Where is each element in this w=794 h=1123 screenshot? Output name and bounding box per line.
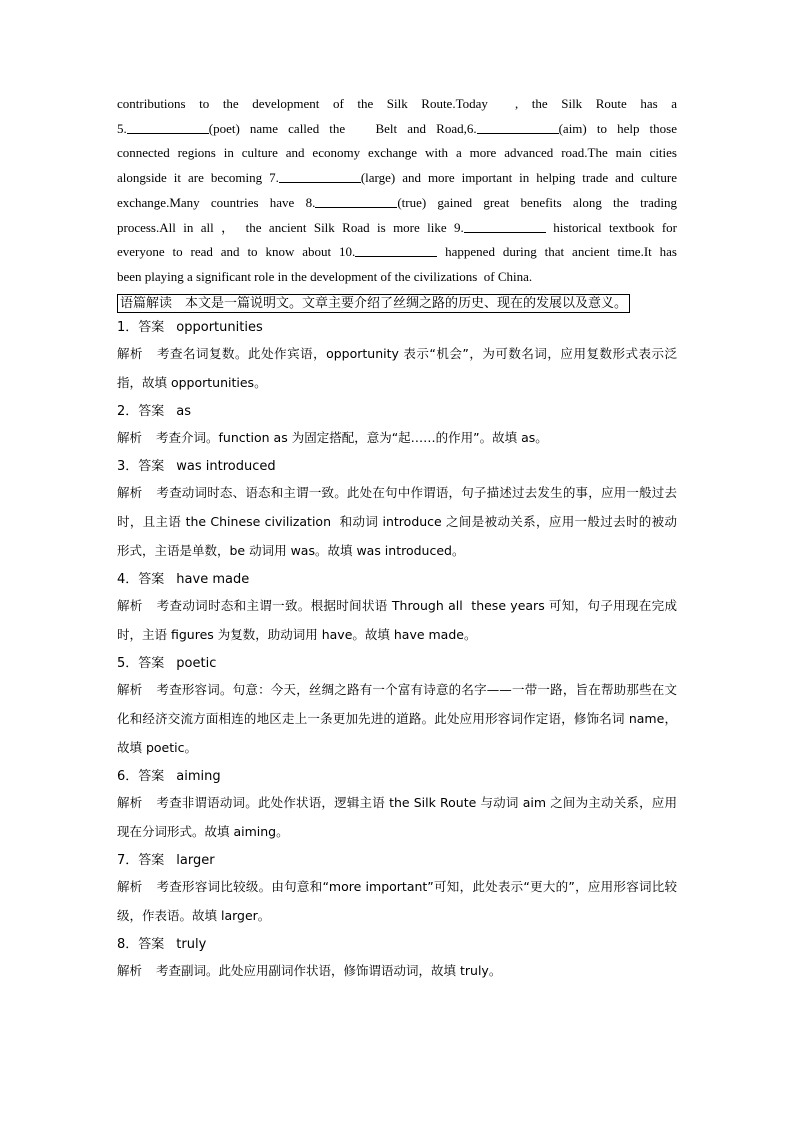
passage-line: everyone to read and to know about 10. happened during that ancient time.It has	[117, 244, 677, 260]
explanation	[117, 788, 677, 846]
explanation	[117, 591, 677, 649]
answer-number: 2．	[117, 403, 139, 419]
explanation-text: 考查动词时态和主谓一致。根据时间状语 Through all these years 可知，句子用现在完成时，主语 figures 为复数，助动词用 have。故填 have made。	[117, 597, 677, 642]
answer-label: 答案	[138, 768, 165, 784]
fill-in-blank	[127, 121, 209, 134]
fill-in-blank	[464, 220, 546, 233]
fill-in-blank	[477, 121, 559, 134]
answer-row	[117, 653, 677, 675]
passage-line: been playing a significant role in the development of the civilizations of China.	[117, 268, 533, 284]
answer-label: 答案	[138, 458, 165, 474]
answer-row	[117, 317, 677, 339]
explanation	[117, 478, 677, 565]
answer-number: 5．	[117, 655, 139, 671]
answer-number: 4．	[117, 571, 139, 587]
answer-value: aiming	[176, 768, 221, 784]
answer-number: 6．	[117, 768, 139, 784]
answer-row	[117, 456, 677, 478]
answer-row	[117, 569, 677, 591]
passage-line: connected regions in culture and economy exchange with a more advanced road.The main cities	[117, 145, 677, 161]
passage-line: contributions to the development of the Silk Route.Today , the Silk Route has a	[117, 96, 677, 111]
answer-row	[117, 934, 677, 956]
answer-label: 答案	[138, 403, 165, 419]
passage-line: alongside it are becoming 7. (large) and more important in helping trade and culture	[117, 170, 677, 186]
passage-line: 5. (poet) name called the Belt and Road,6. (aim) to help those	[117, 120, 677, 136]
answer-number: 3．	[117, 458, 139, 474]
answer-label: 答案	[138, 571, 165, 587]
answer-value: larger	[176, 852, 215, 868]
explanation-label: 解析	[117, 484, 143, 500]
explanation	[117, 956, 677, 985]
answer-value: truly	[176, 936, 207, 952]
explanation	[117, 423, 677, 452]
explanation-label: 解析	[117, 878, 143, 894]
answer-list	[117, 317, 677, 985]
answer-label: 答案	[138, 655, 165, 671]
answer-number: 7．	[117, 852, 139, 868]
passage-paragraph	[117, 92, 677, 290]
explanation-text: 考查副词。此处应用副词作状语，修饰谓语动词，故填 truly。	[156, 962, 502, 978]
explanation-text: 考查形容词比较级。由句意和“more important”可知，此处表示“更大的”，应用形容词比较级，作表语。故填 larger。	[117, 878, 677, 923]
document-page	[117, 92, 677, 985]
answer-value: opportunities	[176, 319, 263, 335]
answer-value: as	[176, 403, 192, 419]
passage	[117, 92, 677, 290]
passage-line: process.All in all ， the ancient Silk Road is more like 9. historical textbook for	[117, 219, 678, 235]
explanation	[117, 675, 677, 762]
answer-label: 答案	[138, 319, 165, 335]
fill-in-blank	[315, 195, 397, 208]
explanation-label: 解析	[117, 681, 143, 697]
answer-value: poetic	[176, 655, 217, 671]
explanation-text: 考查动词时态、语态和主谓一致。此处在句中作谓语，句子描述过去发生的事，应用一般过去时，且主语 the Chinese civilization 和动词 introduce 之间是被动关系，应用一般过去时的被动形式，主语是单数，be 动词用 was。故填 was introduced。	[117, 484, 677, 558]
passage-summary: 语篇解读 本文是一篇说明文。文章主要介绍了丝绸之路的历史、现在的发展以及意义。	[117, 294, 630, 313]
explanation-label: 解析	[117, 794, 143, 810]
answer-row	[117, 401, 677, 423]
explanation-text: 考查形容词。句意：今天，丝绸之路有一个富有诗意的名字——一带一路，旨在帮助那些在文化和经济交流方面相连的地区走上一条更加先进的道路。此处应用形容词作定语，修饰名词 name，故填 poetic。	[117, 681, 677, 755]
answer-label: 答案	[138, 936, 165, 952]
explanation-label: 解析	[117, 597, 143, 613]
answer-row	[117, 850, 677, 872]
explanation	[117, 872, 677, 930]
fill-in-blank	[355, 244, 437, 257]
explanation-label: 解析	[117, 429, 143, 445]
explanation-label: 解析	[117, 345, 144, 361]
answer-row	[117, 766, 677, 788]
explanation-label: 解析	[117, 962, 143, 978]
explanation-text: 考查名词复数。此处作宾语，opportunity 表示“机会”，为可数名词，应用复数形式表示泛指，故填 opportunities。	[117, 345, 677, 390]
explanation-text: 考查介词。function as 为固定搭配，意为“起……的作用”。故填 as。	[156, 429, 548, 445]
explanation-text: 考查非谓语动词。此处作状语，逻辑主语 the Silk Route 与动词 aim 之间为主动关系，应用现在分词形式。故填 aiming。	[117, 794, 677, 839]
answer-value: was introduced	[176, 458, 276, 474]
fill-in-blank	[279, 170, 361, 183]
answer-number: 1．	[117, 319, 139, 335]
explanation	[117, 339, 677, 397]
passage-line: exchange.Many countries have 8. (true) gained great benefits along the trading	[117, 194, 677, 210]
answer-label: 答案	[138, 852, 165, 868]
answer-value: have made	[176, 571, 250, 587]
answer-number: 8．	[117, 936, 139, 952]
